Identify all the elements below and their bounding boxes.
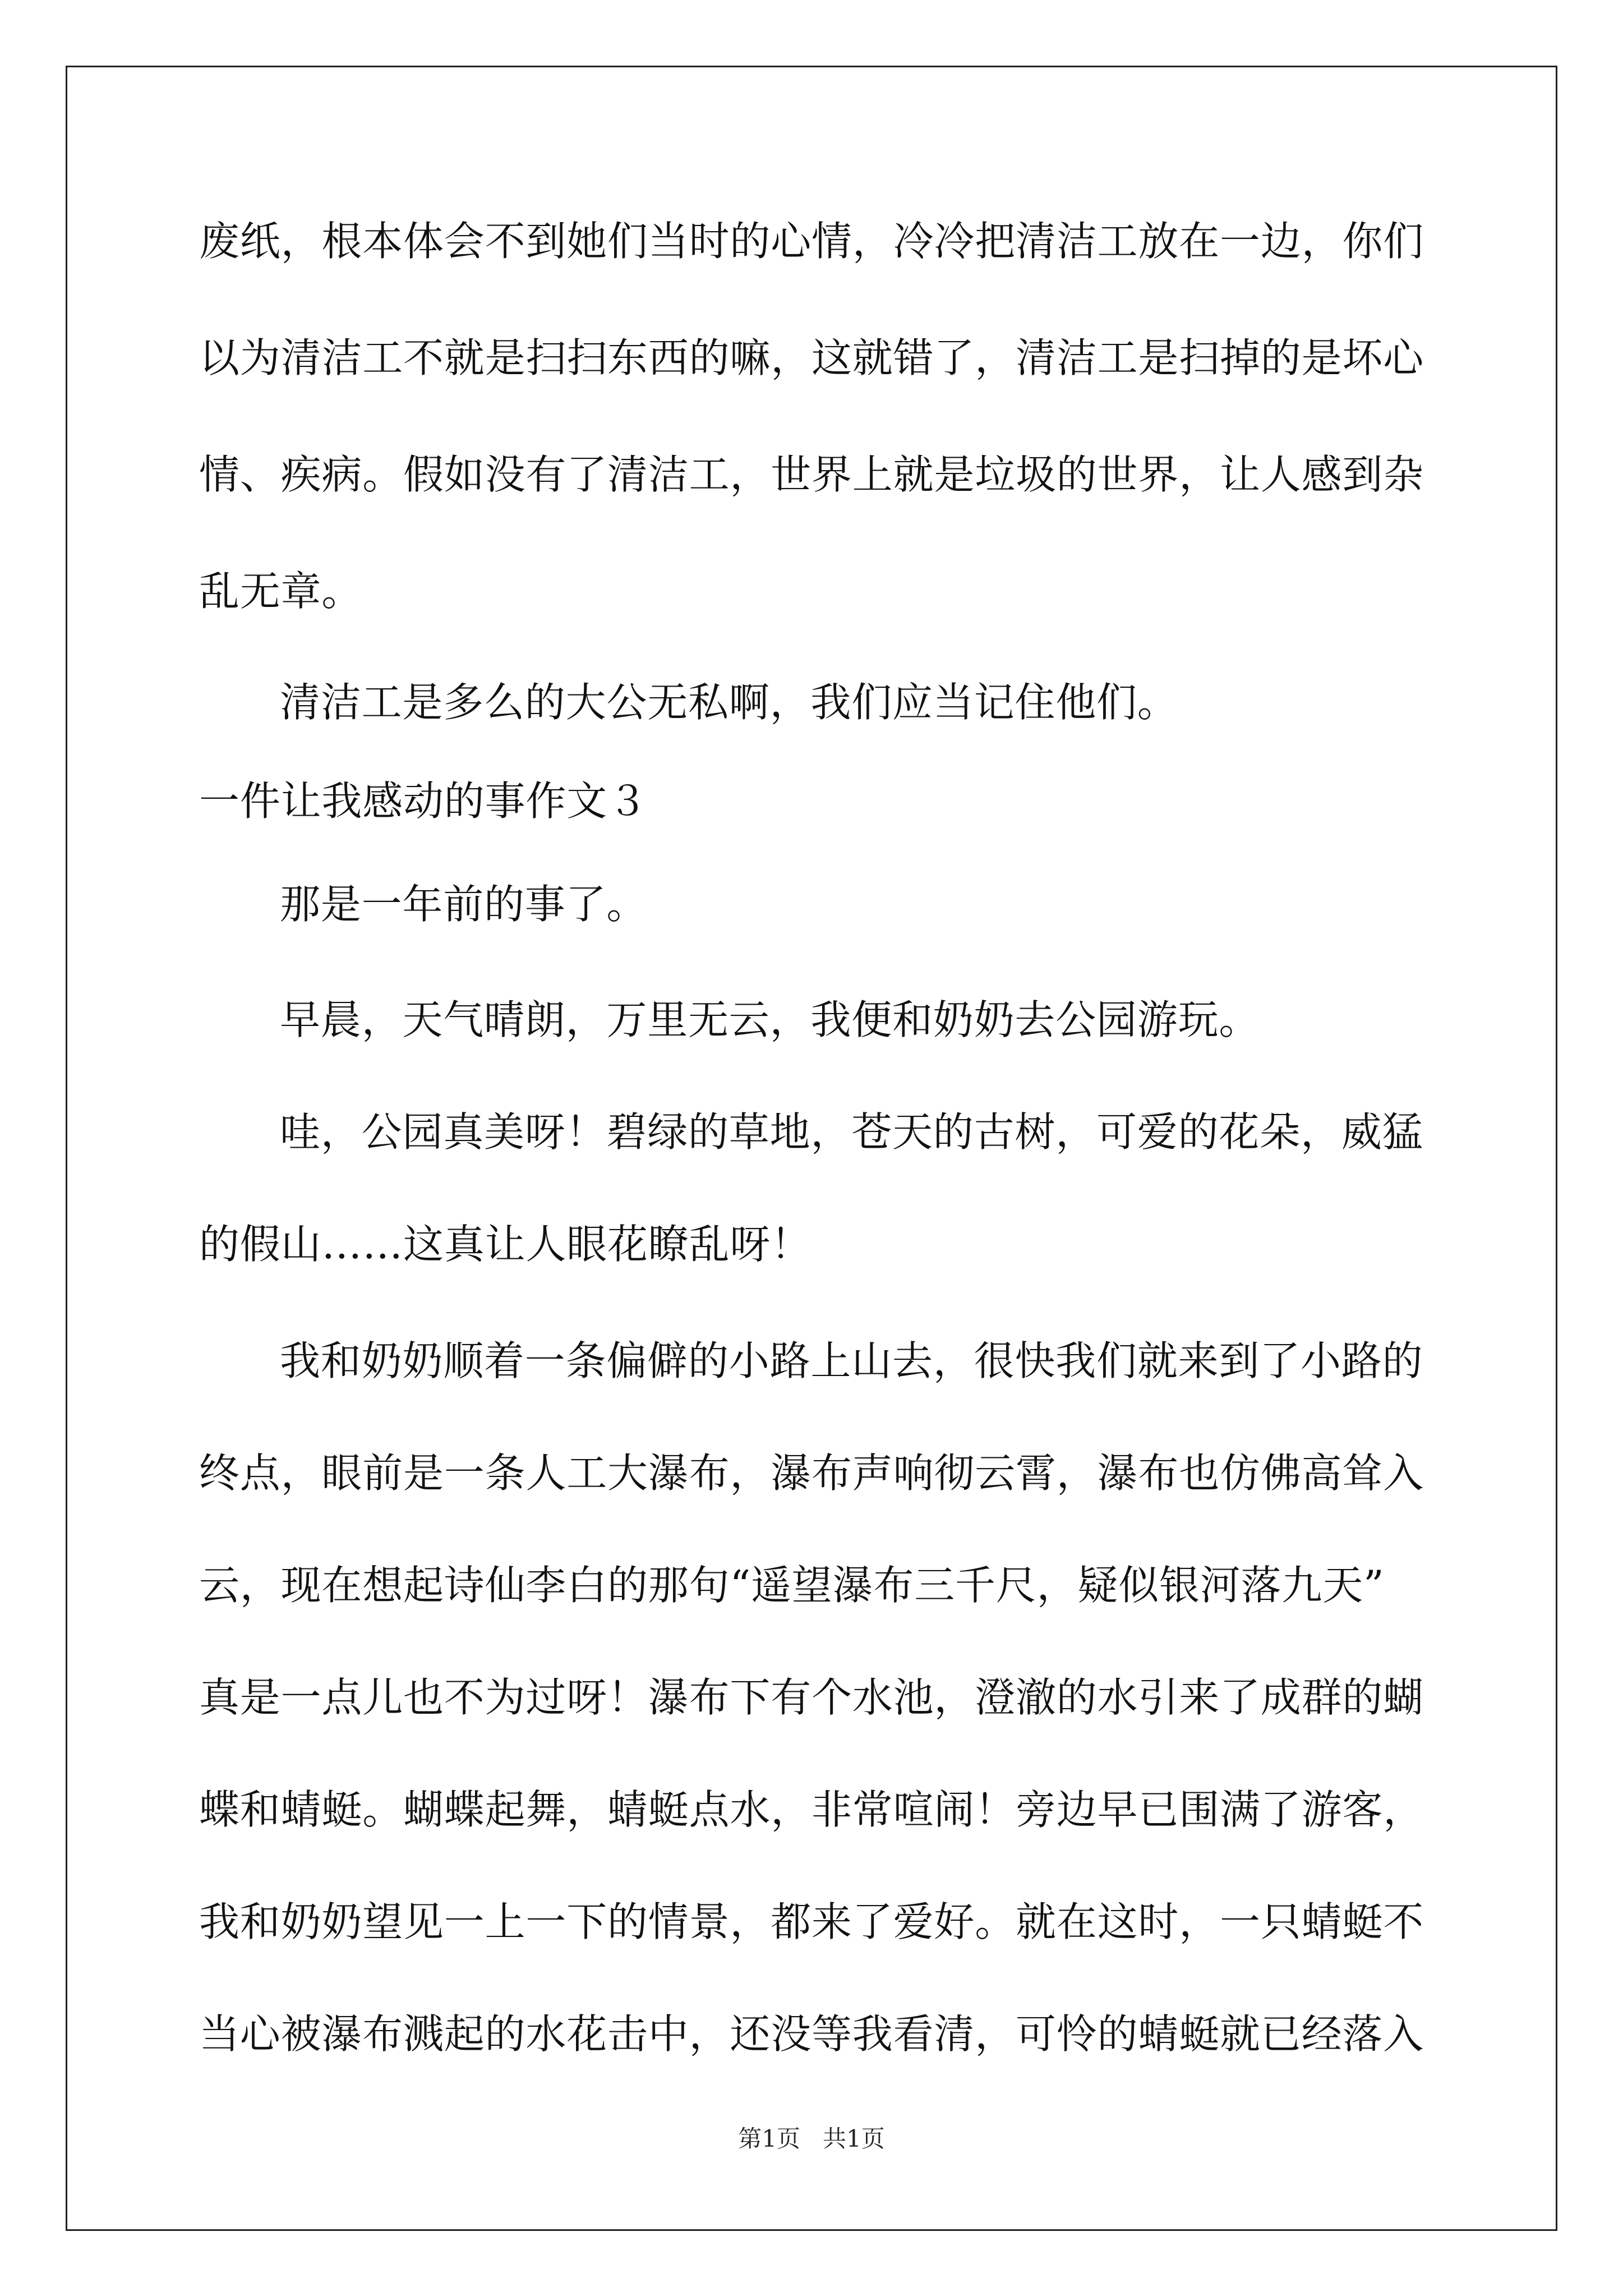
text-line: 乱无章。 bbox=[199, 568, 363, 615]
paragraph-line: 早晨，天气晴朗，万里无云，我便和奶奶去公园游玩。 bbox=[280, 996, 1260, 1043]
text-line: 云，现在想起诗仙李白的那句“遥望瀑布三千尺，疑似银河落九天” bbox=[199, 1562, 1385, 1609]
section-heading: 一件让我感动的事作文３ bbox=[199, 777, 648, 825]
paragraph-line: 那是一年前的事了。 bbox=[280, 881, 648, 928]
text-line: 的假山……这真让人眼花瞭乱呀！ bbox=[199, 1221, 812, 1268]
text-line: 真是一点儿也不为过呀！瀑布下有个水池，澄澈的水引来了成群的蝴 bbox=[199, 1674, 1424, 1721]
text-line: 以为清洁工不就是扫扫东西的嘛，这就错了，清洁工是扫掉的是坏心 bbox=[199, 334, 1424, 381]
paragraph-line: 哇，公园真美呀！碧绿的草地，苍天的古树，可爱的花朵，威猛 bbox=[280, 1108, 1423, 1156]
paragraph-line: 清洁工是多么的大公无私啊，我们应当记住他们。 bbox=[280, 679, 1178, 726]
text-line: 情、疾病。假如没有了清洁工，世界上就是垃圾的世界，让人感到杂 bbox=[199, 451, 1424, 498]
paragraph-line: 我和奶奶顺着一条偏僻的小路上山去，很快我们就来到了小路的 bbox=[280, 1337, 1423, 1384]
text-line: 蝶和蜻蜓。蝴蝶起舞，蜻蜓点水，非常喧闹！旁边早已围满了游客， bbox=[199, 1786, 1424, 1833]
text-line: 终点，眼前是一条人工大瀑布，瀑布声响彻云霄，瀑布也仿佛高耸入 bbox=[199, 1450, 1424, 1497]
text-line: 我和奶奶望见一上一下的情景，都来了爱好。就在这时，一只蜻蜓不 bbox=[199, 1898, 1424, 1945]
page-number-footer: 第1页 共1页 bbox=[738, 2125, 885, 2152]
text-line: 废纸，根本体会不到她们当时的心情，冷冷把清洁工放在一边，你们 bbox=[199, 218, 1424, 265]
text-line: 当心被瀑布溅起的水花击中，还没等我看清，可怜的蜻蜓就已经落入 bbox=[199, 2010, 1424, 2058]
